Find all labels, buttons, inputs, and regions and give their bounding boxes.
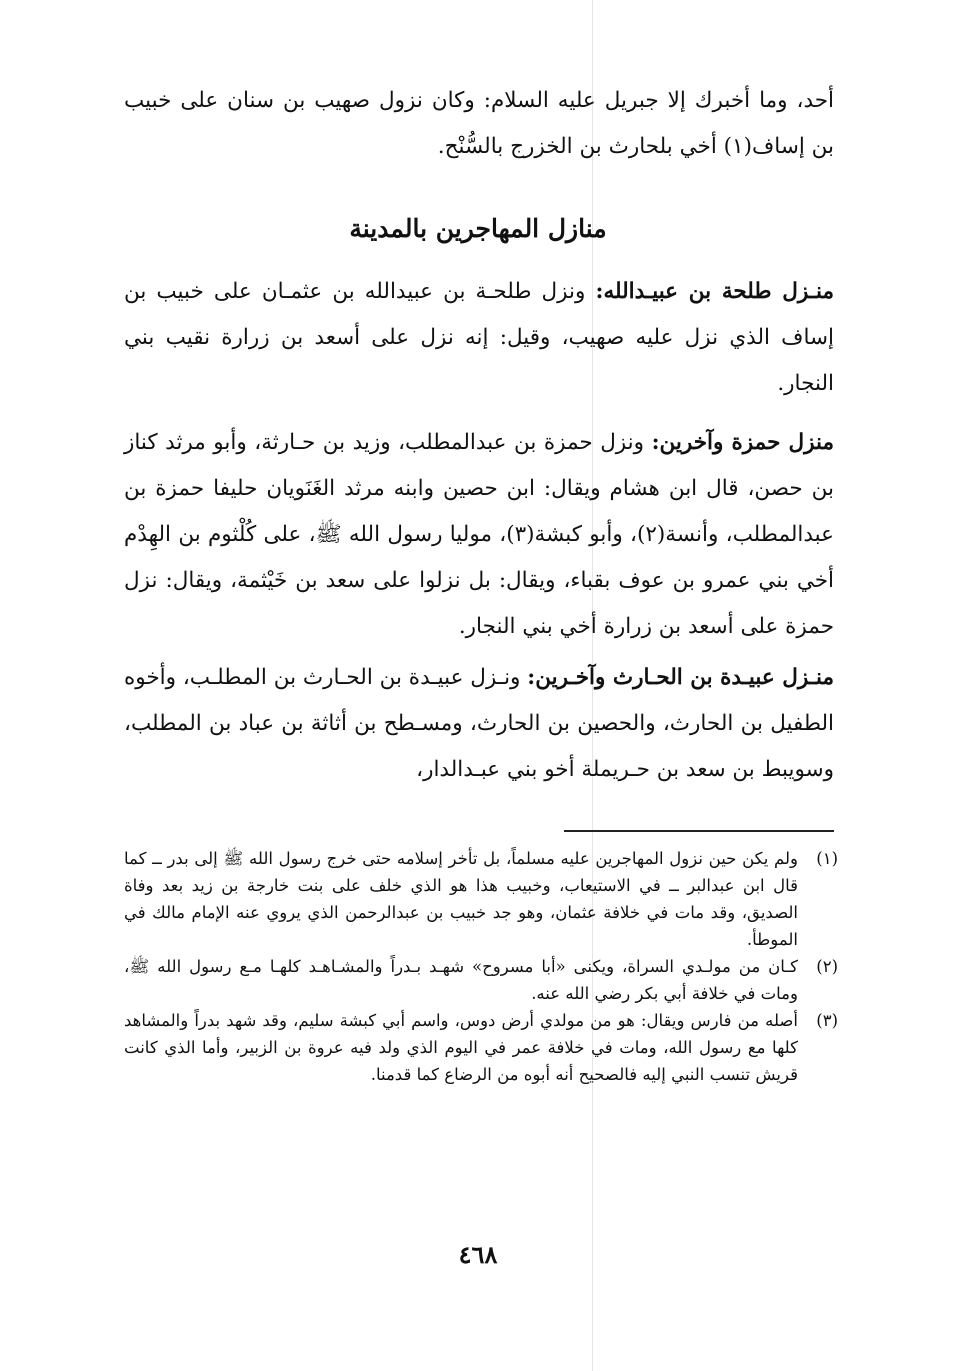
footnote-separator (564, 830, 834, 832)
talha-paragraph (124, 269, 834, 407)
hamza-lead: منزل حمزة وآخرين: (651, 430, 835, 455)
talha-lead: منـزل طلحة بن عبيـدالله: (595, 279, 834, 304)
footnote-text: كـان من مولـدي السراة، ويكنى «أبا مسروح» شهـد بـدراً والمشـاهـد كلهـا مـع رسول الله ﷺ، ومات في خلافة أبي بكر رضي الله عنه. (124, 957, 798, 1003)
footnotes-list (124, 845, 838, 1088)
footnote-number: (٣) (816, 1011, 838, 1030)
hamza-paragraph (124, 420, 834, 650)
intro-paragraph: أحد، وما أخبرك إلا جبريل عليه السلام: وكان نزول صهيب بن سنان على خبيب بن إساف(١) أخي بلحارث بن الخزرج بالسُّنْح. (124, 88, 834, 159)
footnote-2 (124, 953, 838, 1007)
footnote-text: أصله من فارس ويقال: هو من مولدي أرض دوس، واسم أبي كبشة سليم، وقد شهد بدراً والمشاهد كلها مع رسول الله، ومات في خلافة عمر في اليوم الذي ولد فيه عروة بن الزبير، وأما الذي كانت قريش تنسب النبي إليه فالصحيح أنه أبوه من الرضاع كما قدمنا. (124, 1011, 798, 1084)
talha-text: ونزل طلحـة بن عبيدالله بن عثمـان على خبيب بن إساف الذي نزل عليه صهيب، وقيل: إنه نزل على أسعد بن زرارة نقيب بني النجار. (124, 279, 834, 396)
footnote-3 (124, 1007, 838, 1088)
ubayda-paragraph (124, 655, 834, 793)
ubayda-lead: منـزل عبيـدة بن الحـارث وآخـرين: (527, 665, 834, 690)
hamza-text: ونزل حمزة بن عبدالمطلب، وزيد بن حـارثة، وأبو مرثد كناز بن حصن، قال ابن هشام ويقال: ابن حصين وابنه مرثد الغَنَويان حليفا حمزة بن عبدالمطلب، وأنسة(٢)، وأبو كبشة(٣)، موليا رسول الله ﷺ، على كُلْثوم بن الهِدْم أخي بني عمرو بن عوف بقباء، ويقال: بل نزلوا على سعد بن خَيْثمة، ويقال: نزل حمزة على أسعد بن زرارة أخي بني النجار. (124, 430, 834, 639)
footnote-number: (٢) (816, 957, 838, 976)
footnote-1 (124, 845, 838, 953)
section-heading: منازل المهاجرين بالمدينة (349, 214, 607, 243)
ubayda-text: ونـزل عبيـدة بن الحـارث بن المطلـب، وأخوه الطفيل بن الحارث، والحصين بن الحارث، ومسـطح بن أثاثة بن عباد بن المطلب، وسويبط بن سعد بن حـريملة أخو بني عبـدالدار، (123, 665, 834, 782)
footnote-text: ولم يكن حين نزول المهاجرين عليه مسلماً، بل تأخر إسلامه حتى خرج رسول الله ﷺ إلى بدر ــ كما قال ابن عبدالبر ــ في الاستيعاب، وخبيب هذا هو الذي خلف على بنت خارجة بن زيد بعد وفاة الصديق، وقد مات في خلافة عثمان، وهو جد خبيب بن عبدالرحمن الذي يروي عنه الإمام مالك في الموطأ. (124, 849, 798, 949)
page-number: ٤٦٨ (458, 1240, 498, 1269)
footnote-number: (١) (816, 849, 838, 868)
